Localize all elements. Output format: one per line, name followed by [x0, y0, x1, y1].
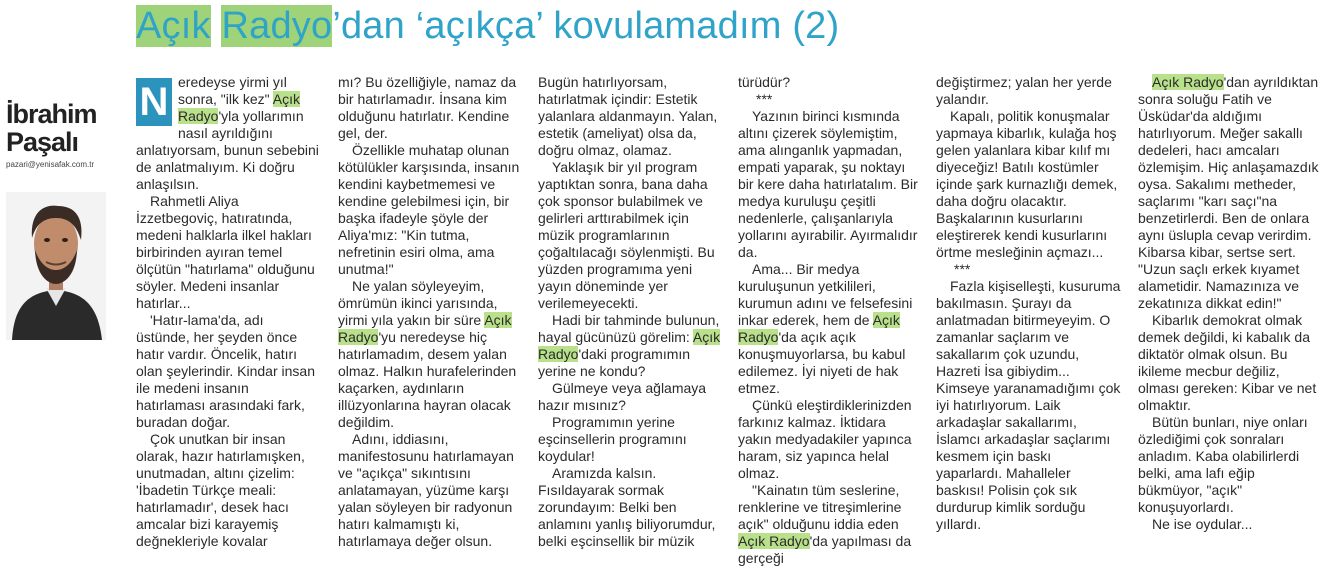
paragraph: [136, 193, 321, 312]
paragraph-text: 'Hatır-lama'da, adı üstünde, her şeyden önce hatır vardır. Öncelik, hatırı olan şeylerindir. Kindar insan ile medeni insanın hatırlaması arasındaki fark, buradan doğar.: [136, 312, 315, 430]
paragraph-text: değiştirmez; yalan her yerde yalandır.: [936, 74, 1112, 107]
paragraph-text: 'da yapılması da gerçeği: [738, 533, 912, 566]
author-last-name: Paşalı: [6, 127, 79, 157]
paragraph: [338, 278, 523, 431]
paragraph: [1138, 74, 1322, 312]
highlight-acik-radyo: Açık Radyo: [1152, 74, 1224, 90]
headline: [136, 2, 839, 50]
article-column-6: [1138, 74, 1322, 533]
paragraph-text: türüdür?: [738, 74, 791, 90]
paragraph: [538, 312, 723, 380]
paragraph: [936, 108, 1121, 261]
paragraph: [738, 74, 923, 91]
highlight-acik-radyo: Açık Radyo: [538, 329, 721, 362]
paragraph-text: ***: [756, 91, 773, 107]
paragraph: [538, 74, 723, 159]
paragraph-text: Çünkü eleştirdiklerinizden farkınız kalmaz. İktidara yakın medyadakiler yapınca haram, siz yapınca helal olmaz.: [738, 397, 912, 481]
paragraph: [538, 414, 723, 465]
author-portrait-icon: [6, 192, 106, 340]
paragraph: [338, 74, 523, 142]
highlight-acik-radyo: Açık Radyo: [338, 312, 512, 345]
paragraph-text: Ne ise oydular...: [1152, 516, 1253, 532]
headline-highlight-acik: Açık: [136, 5, 211, 47]
article-column-5: [936, 74, 1121, 533]
headline-highlight-radyo: Radyo: [221, 5, 333, 47]
paragraph-text: Rahmetli Aliya İzzetbegoviç, hatıratında, medeni halklarla ilkel hakları birbirinden ayıran temel ölçütün "hatırlama" olduğunu söyler. Medeni insanlar hatırlar...: [136, 193, 315, 311]
paragraph-text: mı? Bu özelliğiyle, namaz da bir hatırlamadır. İnsana kim olduğunu hatırlatır. Kendine gel, der.: [338, 74, 517, 141]
paragraph-text: Hadi bir tahminde bulunun, hayal gücünüzü görelim:: [538, 312, 720, 345]
paragraph: [738, 397, 923, 482]
paragraph: [936, 74, 1121, 108]
paragraph: [738, 482, 923, 567]
paragraph-text: 'dan ayrıldıktan sonra soluğu Fatih ve Üsküdar'da aldığımı hatırlıyorum. Meğer sakallı dedeleri, hacı amcaları özlemişim. Hiç anlaşamazdık oysa. Sakalımı metheder, saçlarımı "karı saçı"na benzetirlerdi. Ben de onlara aynı üslupla cevap verirdim. Kibarsa kibar, sertse sert. "Uzun saçlı erkek kıyamet alametidir. Namazınıza ve zekatınıza dikkat edin!": [1138, 74, 1319, 311]
paragraph-text: Bugün hatırlıyorsam, hatırlatmak içindir: Estetik yalanlara aldanmayın. Yalan, estetik (ameliyat) olsa da, doğru olmaz, olamaz.: [538, 74, 718, 158]
drop-cap: N: [136, 78, 172, 126]
paragraph-text: Ne yalan söyleyeyim, ömrümün ikinci yarısında, yirmi yıla yakın bir süre: [338, 278, 498, 328]
paragraph-text: 'da açık açık konuşmuyorlarsa, bu kabul edilemez. İyi niyeti de hak etmez.: [738, 329, 906, 396]
paragraph-text: eredeyse yirmi yıl sonra, "ilk kez": [178, 74, 287, 107]
paragraph-text: Aramızda kalsın. Fısıldayarak sormak zorundayım: Belki ben anlamını yanlış biliyorumdur, belki eşcinsellik bir müzik: [538, 465, 716, 549]
paragraph-text: 'daki programımın yerine ne kondu?: [538, 346, 691, 379]
highlight-acik-radyo: Açık Radyo: [738, 533, 810, 549]
article-column-1: [136, 74, 321, 550]
paragraph: [136, 74, 321, 193]
author-name: [6, 100, 106, 156]
highlight-acik-radyo: Açık Radyo: [178, 91, 300, 124]
paragraph-text: Fazla kişiselleşti, kusuruma bakılmasın. Şurayı da anlatmadan bitirmeyeyim. O zamanlar saçlarım ve sakallarım çok uzundu, Hazreti İsa gibiydim... Kimseye yaranamadığımı çok iyi hatırlıyorum. Laik arkadaşlar sakallarımı, İslamcı arkadaşlar saçlarımı kesmem için baskı yaparlardı. Mahalleler baskısı! Polisin çok sık durdurup kimlik sorduğu yıllardı.: [936, 278, 1121, 532]
paragraph-text: 'yla yollarımın nasıl ayrıldığını anlatıyorsam, bunun sebebini de anlatmalıyım. Ki doğru anlaşılsın.: [136, 108, 319, 192]
article-column-2: [338, 74, 523, 550]
highlight-acik-radyo: Açık Radyo: [738, 312, 900, 345]
paragraph: [136, 312, 321, 431]
paragraph: [338, 431, 523, 550]
author-portrait: [6, 192, 106, 340]
paragraph-text: Gülmeye veya ağlamaya hazır mısınız?: [538, 380, 707, 413]
paragraph: [1138, 312, 1322, 414]
paragraph: [738, 91, 923, 108]
paragraph: [538, 380, 723, 414]
paragraph-text: Adını, iddiasını, manifestosunu hatırlamayan ve "açıkça" sıkıntısını anlatamayan, yüzüme karşı yalan söyleyen bir radyonun hatırı kalmamıştı ki, hatırlamaya değer olsun.: [338, 431, 514, 549]
paragraph-text: 'yu neredeyse hiç hatırlamadım, desem yalan olmaz. Halkın hurafelerinden kaçarken, aydınların illüzyonlarına hayran olacak değildim.: [338, 329, 517, 430]
paragraph-text: Programımın yerine eşcinsellerin programını koydular!: [538, 414, 687, 464]
paragraph: [936, 261, 1121, 278]
paragraph-text: "Kainatın tüm seslerine, renklerine ve titreşimlerine açık" olduğunu iddia eden: [738, 482, 902, 532]
article-column-3: [538, 74, 723, 550]
paragraph: [936, 278, 1121, 533]
author-first-name: İbrahim: [6, 99, 97, 129]
paragraph-text: Özellikle muhatap olunan kötülükler karşısında, insanın kendini kaybetmemesi ve kendine gelebilmesi için, bir başka ifadeyle şöyle der Aliya'mız: "Kin tutma, nefretinin esiri olma, ama unutma!": [338, 142, 520, 277]
paragraph: [1138, 516, 1322, 533]
paragraph: [738, 108, 923, 261]
paragraph-text: Yaklaşık bir yıl program yaptıktan sonra, bana daha çok sponsor bulabilmek ve gelirleri arttırabilmek için müzik programlarının çoğaltılacağı söylenmişti. Bu yüzden programıma yeni yayın döneminde yer verilemeyecekti.: [538, 159, 715, 311]
paragraph: [538, 159, 723, 312]
paragraph: [738, 261, 923, 397]
headline-rest: ’dan ‘açıkça’ kovulamadım (2): [332, 5, 840, 47]
paragraph: [136, 431, 321, 550]
paragraph: [538, 465, 723, 550]
paragraph-text: Ama... Bir medya kuruluşunun yetkilileri, kurumun adını ve felsefesini inkar ederek, hem de: [738, 261, 913, 328]
paragraph-text: Bütün bunları, niye onları özlediğimi çok sonraları anladım. Kaba olabilirlerdi belki, ama lafı eğip bükmüyor, "açık" konuşuyorlardı.: [1138, 414, 1308, 515]
author-block: [6, 100, 106, 169]
paragraph-text: Kapalı, politik konuşmalar yapmaya kibarlık, kulağa hoş gelen yalanlara kibar kılıf mı diyeceğiz! Batılı kostümler içinde şark kurnazlığı demek, daha doğru olacaktır. Başkalarının kusurlarını eleştirerek kendi kusurlarını örtme mesleğinin açmazı...: [936, 108, 1118, 260]
paragraph-text: Çok unutkan bir insan olarak, hazır hatırlamışken, unutmadan, altını çizelim: 'İbadetin Türkçe meali: hatırlamadır', desek hacı amcalar bizi karayemiş değnekleriyle kovalar: [136, 431, 305, 549]
author-email: pazari@yenisafak.com.tr: [6, 160, 95, 169]
article-column-4: [738, 74, 923, 567]
paragraph: [338, 142, 523, 278]
paragraph-text: Kibarlık demokrat olmak demek değildi, ki kabalık da diktatör olmak olsun. Bu ikileme mecbur değiliz, olması gereken: Kibar ve net olmaktır.: [1138, 312, 1317, 413]
paragraph-text: Yazının birinci kısmında altını çizerek söylemiştim, ama alınganlık yapmadan, empati yaparak, şu noktayı bir kere daha hatırlatalım. Bir medya kuruluşu çeşitli nedenlerle, çalışanlarıyla yollarını ayırabilir. Ayırmalıdır da.: [738, 108, 918, 260]
paragraph: [1138, 414, 1322, 516]
paragraph-text: ***: [954, 261, 971, 277]
